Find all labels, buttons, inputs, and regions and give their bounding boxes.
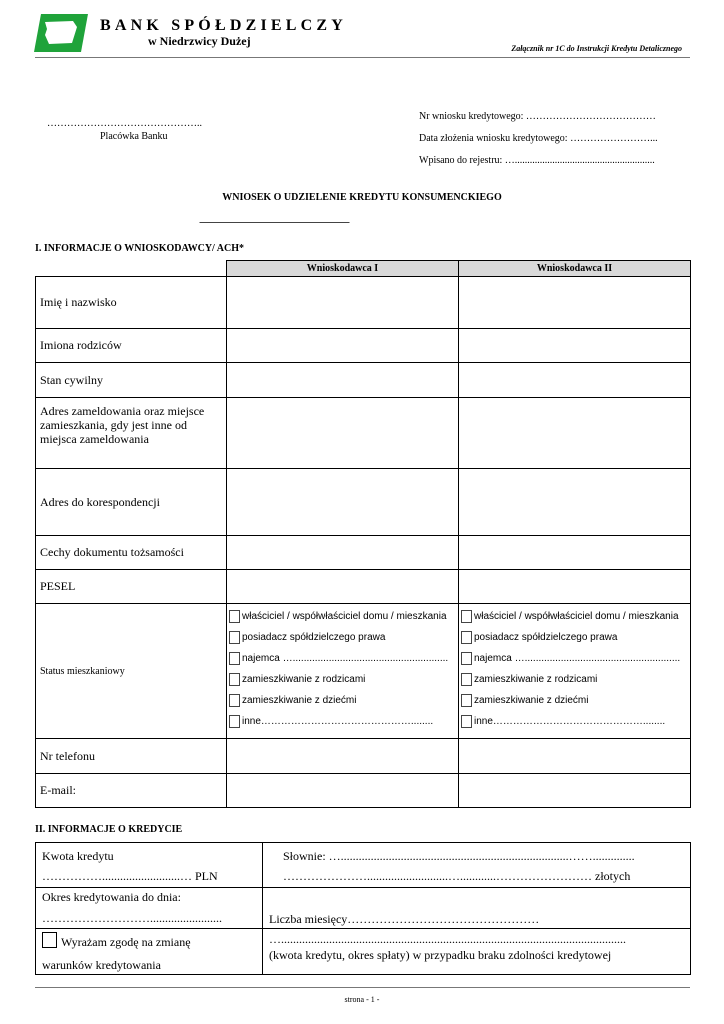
checkbox[interactable]: [461, 610, 472, 623]
checkbox[interactable]: [229, 694, 240, 707]
applicant2-email-cell[interactable]: [459, 774, 691, 808]
checkbox[interactable]: [229, 652, 240, 665]
applicant2-address-cell[interactable]: [459, 398, 691, 469]
email-label: E-mail:: [36, 774, 227, 808]
amount-label: Kwota kredytu: [42, 849, 114, 863]
applicant2-phone-cell[interactable]: [459, 739, 691, 774]
applicant2-correspondence-cell[interactable]: [459, 469, 691, 536]
applicant1-email-cell[interactable]: [227, 774, 459, 808]
applicant1-parents-cell[interactable]: [227, 329, 459, 363]
name-label: Imię i nazwisko: [36, 277, 227, 329]
application-number-field[interactable]: Nr wniosku kredytowego: …………………………………: [419, 111, 656, 122]
housing-option[interactable]: najemca …........................................................: [229, 648, 458, 669]
table-row: [36, 329, 691, 363]
table-row: [36, 536, 691, 570]
consent-label-2: warunków kredytowania: [42, 958, 161, 972]
housing-option[interactable]: najemca …........................................................: [461, 648, 690, 669]
period-cell[interactable]: [36, 888, 263, 929]
months-cell[interactable]: [263, 888, 691, 929]
address-label: Adres zameldowania oraz miejsce zamieszkania, gdy jest inne od miejsca zameldowania: [36, 398, 227, 469]
applicant2-name-cell[interactable]: [459, 277, 691, 329]
consent-cell[interactable]: [36, 929, 263, 975]
checkbox[interactable]: [461, 631, 472, 644]
checkbox[interactable]: [461, 652, 472, 665]
applicant1-address-cell[interactable]: [227, 398, 459, 469]
amount-cell[interactable]: [36, 843, 263, 888]
amount-words-cell[interactable]: [263, 843, 691, 888]
housing-option[interactable]: posiadacz spółdzielczego prawa: [461, 627, 690, 648]
housing-option[interactable]: zamieszkiwanie z dziećmi: [461, 690, 690, 711]
empty-header-cell: [36, 261, 227, 277]
amount-field[interactable]: ……………..........................… PLN: [42, 869, 218, 883]
applicant2-pesel-cell[interactable]: [459, 570, 691, 604]
housing-option[interactable]: zamieszkiwanie z rodzicami: [461, 669, 690, 690]
months-field[interactable]: Liczba miesięcy…………………………………………: [269, 912, 540, 926]
period-field[interactable]: ………………………........................: [42, 911, 222, 925]
housing-option[interactable]: właściciel / współwłaściciel domu / mieszkania: [229, 606, 458, 627]
table-row: [36, 469, 691, 536]
section2-heading: II. INFORMACJE O KREDYCIE: [35, 824, 183, 835]
applicant2-civil-status-cell[interactable]: [459, 363, 691, 398]
housing-option[interactable]: inne………………………………………........: [461, 711, 690, 732]
consent-note: (kwota kredytu, okres spłaty) w przypadku braku zdolności kredytowej: [269, 948, 612, 962]
phone-label: Nr telefonu: [36, 739, 227, 774]
title-dots-line[interactable]: ......................................................................................................................................................: [199, 216, 349, 225]
checkbox[interactable]: [229, 610, 240, 623]
table-row: [36, 888, 691, 929]
footer-divider: [35, 987, 690, 988]
page-number: strona - 1 -: [344, 995, 380, 1004]
applicant1-name-cell[interactable]: [227, 277, 459, 329]
annex-note: Załącznik nr 1C do Instrukcji Kredytu Detalicznego: [511, 44, 682, 53]
housing-option[interactable]: zamieszkiwanie z dziećmi: [229, 690, 458, 711]
pesel-label: PESEL: [36, 570, 227, 604]
table-row: [36, 929, 691, 975]
applicant1-pesel-cell[interactable]: [227, 570, 459, 604]
applicant2-header: Wnioskodawca II: [459, 261, 691, 277]
consent-note-cell[interactable]: [263, 929, 691, 975]
credit-table: [35, 842, 691, 975]
amount-words-field[interactable]: …………………...........................…............…………………… złotych: [283, 869, 631, 883]
period-label: Okres kredytowania do dnia:: [42, 890, 181, 904]
table-row: [36, 774, 691, 808]
checkbox[interactable]: [461, 715, 472, 728]
civil-status-label: Stan cywilny: [36, 363, 227, 398]
applicant2-id-cell[interactable]: [459, 536, 691, 570]
table-row: [36, 277, 691, 329]
applicant1-housing-cell: [227, 604, 459, 739]
branch-label: Placówka Banku: [100, 131, 168, 142]
table-row: [36, 604, 691, 739]
table-row: [36, 398, 691, 469]
id-document-label: Cechy dokumentu tożsamości: [36, 536, 227, 570]
table-row: [36, 843, 691, 888]
consent-dots[interactable]: …...................................................................................................................: [269, 932, 626, 946]
checkbox[interactable]: [229, 673, 240, 686]
applicant1-header: Wnioskodawca I: [227, 261, 459, 277]
table-row: [36, 570, 691, 604]
applicant1-civil-status-cell[interactable]: [227, 363, 459, 398]
header-divider: [35, 57, 690, 58]
submission-date-field[interactable]: Data złożenia wniosku kredytowego: ……………………...: [419, 133, 658, 144]
housing-option[interactable]: inne………………………………………........: [229, 711, 458, 732]
applicant1-id-cell[interactable]: [227, 536, 459, 570]
consent-label-1: Wyrażam zgodę na zmianę: [61, 935, 191, 949]
applicant-table: [35, 260, 691, 808]
correspondence-label: Adres do korespondencji: [36, 469, 227, 536]
table-row: [36, 739, 691, 774]
checkbox[interactable]: [229, 631, 240, 644]
checkbox[interactable]: [461, 673, 472, 686]
checkbox[interactable]: [229, 715, 240, 728]
register-entry-field[interactable]: Wpisano do rejestru: …........................................................: [419, 155, 655, 166]
bank-logo: [33, 13, 89, 53]
table-row: [36, 363, 691, 398]
bank-subtitle: w Niedrzwicy Dużej: [148, 34, 251, 48]
applicant1-correspondence-cell[interactable]: [227, 469, 459, 536]
checkbox[interactable]: [461, 694, 472, 707]
parents-label: Imiona rodziców: [36, 329, 227, 363]
branch-field[interactable]: ………………………………………..: [47, 118, 202, 129]
section1-heading: I. INFORMACJE O WNIOSKODAWCY/ ACH*: [35, 243, 244, 254]
housing-status-label: Status mieszkaniowy: [36, 604, 227, 739]
housing-option[interactable]: posiadacz spółdzielczego prawa: [229, 627, 458, 648]
housing-option[interactable]: zamieszkiwanie z rodzicami: [229, 669, 458, 690]
applicant2-parents-cell[interactable]: [459, 329, 691, 363]
consent-checkbox[interactable]: [42, 932, 57, 948]
applicant2-housing-cell: [459, 604, 691, 739]
amount-words-label[interactable]: Słownie: …............................................................................……..............: [283, 849, 635, 863]
bank-name: BANK SPÓŁDZIELCZY: [100, 17, 347, 34]
applicant1-phone-cell[interactable]: [227, 739, 459, 774]
housing-option[interactable]: właściciel / współwłaściciel domu / mieszkania: [461, 606, 690, 627]
document-title: WNIOSEK O UDZIELENIE KREDYTU KONSUMENCKIEGO: [222, 192, 502, 203]
